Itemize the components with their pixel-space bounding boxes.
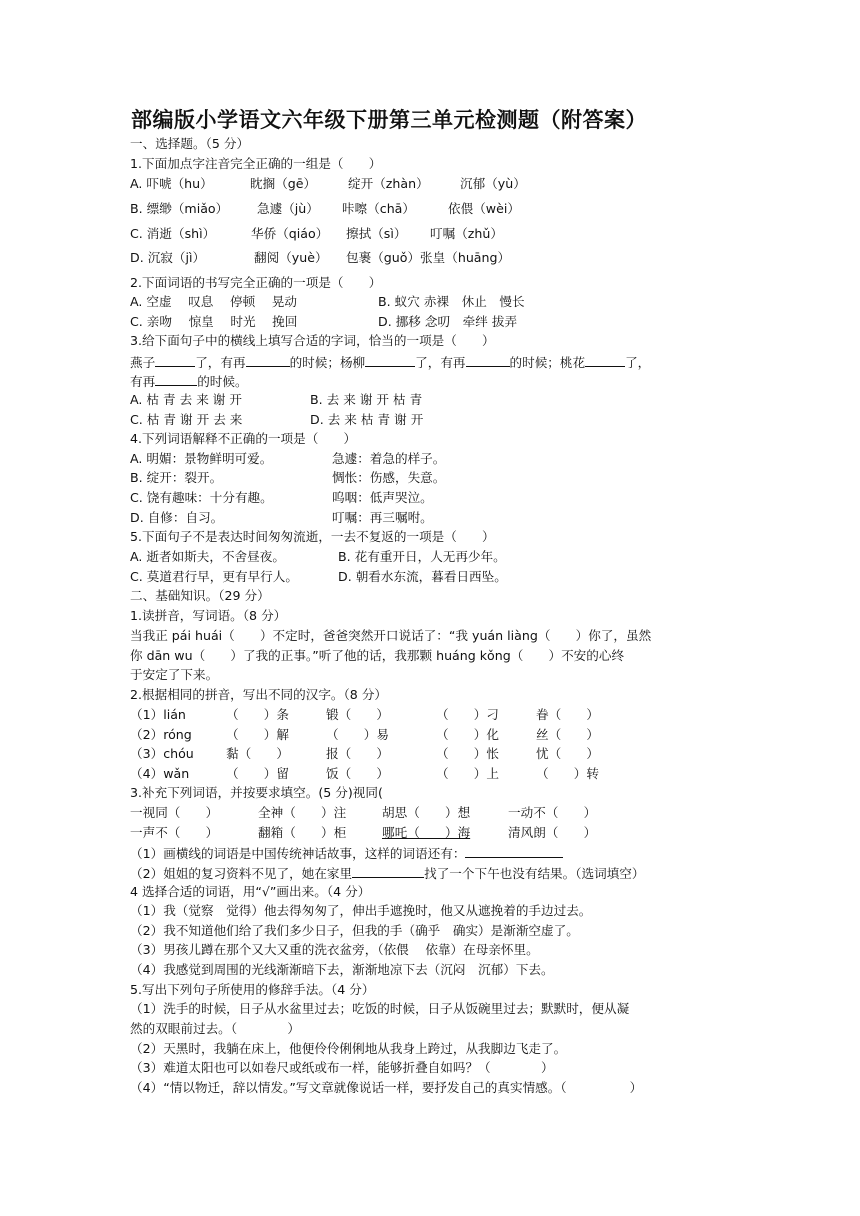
passage-line: 于安定了下来。 — [130, 667, 219, 682]
option-text: B. 绽开：裂开。 — [130, 470, 223, 485]
question-stem: 1.读拼音，写词语。（8 分） — [130, 608, 287, 623]
option-text: 绽开（zhàn） — [348, 176, 429, 191]
idiom-item[interactable]: 全神（ ）注 — [258, 805, 347, 820]
idiom-item[interactable]: 一声不（ ） — [130, 825, 219, 840]
option-text: B. 去 来 谢 开 枯 青 — [310, 392, 423, 407]
fill-item[interactable]: （ ）解 — [226, 727, 289, 742]
pinyin-label: （4）wǎn — [130, 766, 190, 781]
section-heading-1: 一、选择题。（5 分） — [130, 136, 250, 151]
fill-item[interactable]: （ ）留 — [226, 766, 289, 781]
fill-blank[interactable] — [155, 372, 197, 386]
question-stem: 5.下面句子不是表达时间匆匆流逝，一去不复返的一项是（ ） — [130, 529, 495, 544]
option-row-cd — [130, 412, 730, 428]
rhetoric-item[interactable]: （3）难道太阳也可以如卷尺或纸或布一样，能够折叠自如吗？（ ） — [130, 1060, 554, 1075]
rhetoric-item: （1）洗手的时候，日子从水盆里过去；吃饭的时候，日子从饭碗里过去；默默时，便从凝 — [130, 1001, 630, 1016]
option-row-c — [130, 490, 730, 506]
idiom-item[interactable]: 一视同（ ） — [130, 805, 219, 820]
option-text: A. 枯 青 去 来 谢 开 — [130, 392, 242, 407]
option-text: 擦拭（sì） — [346, 226, 407, 241]
fill-item[interactable]: （ ）条 — [226, 707, 289, 722]
question-stem: 2.下面词语的书写完全正确的一项是（ ） — [130, 275, 382, 290]
rhetoric-item[interactable]: 然的双眼前过去。（ ） — [130, 1021, 301, 1036]
fill-item[interactable]: （ ）上 — [436, 766, 499, 781]
option-text: B. 花有重开日，人无再少年。 — [338, 549, 506, 564]
option-text: C. 消逝（shì） — [130, 226, 216, 241]
pinyin-row — [130, 766, 730, 782]
page-title: 部编版小学语文六年级下册第三单元检测题（附答案） — [131, 108, 647, 132]
question-stem: 5.写出下列句子所使用的修辞手法。（4 分） — [130, 982, 375, 997]
option-row-a — [130, 451, 730, 467]
option-text: 依偎（wèi） — [448, 201, 520, 216]
fill-item[interactable]: （ ）刁 — [436, 707, 499, 722]
option-row-a — [130, 176, 730, 192]
option-text: A. 空虚 叹息 停顿 晃动 — [130, 294, 297, 309]
option-text: B. 蚁穴 赤裸 休止 慢长 — [378, 294, 525, 309]
pinyin-label: （2）róng — [130, 727, 192, 742]
option-text: 华侨（qiáo） — [251, 226, 329, 241]
option-text: A. 吓唬（hu） — [130, 176, 213, 191]
option-row-cd — [130, 569, 730, 585]
fill-blank[interactable] — [465, 844, 563, 858]
fill-blank[interactable] — [246, 353, 290, 367]
option-text: 叮嘱：再三嘱咐。 — [332, 510, 433, 525]
passage-line: 当我正 pái huái（ ）不定时，爸爸突然开口说话了：“我 yuán liàng（ ）你了，虽然 — [130, 628, 652, 643]
option-row-cd — [130, 314, 730, 330]
fill-item[interactable]: 眷（ ） — [536, 707, 599, 722]
option-text: C. 枯 青 谢 开 去 来 — [130, 412, 243, 427]
option-text: 急遽（jù） — [257, 201, 319, 216]
rhetoric-item[interactable]: （4）“情以物迁，辞以情发。”写文章就像说话一样，要抒发自己的真实情感。（ ） — [130, 1080, 643, 1095]
question-stem: 2.根据相同的拼音，写出不同的汉字。（8 分） — [130, 687, 388, 702]
option-row-d — [130, 510, 730, 526]
fill-blank[interactable] — [352, 864, 424, 878]
option-text: D. 朝看水东流，暮看日西坠。 — [338, 569, 507, 584]
option-text: C. 饶有趣味：十分有趣。 — [130, 490, 273, 505]
option-text: A. 明媚：景物鲜明可爱。 — [130, 451, 273, 466]
fill-item[interactable]: 饭（ ） — [326, 766, 389, 781]
fill-sentence: 有再 的时候。 — [130, 374, 248, 389]
option-text: 眈搁（gē） — [250, 176, 317, 191]
option-row-ab — [130, 549, 730, 565]
choice-sentence[interactable]: （4）我感觉到周围的光线渐渐暗下去，渐渐地凉下去（沉闷 沉郁）下去。 — [130, 962, 554, 977]
option-text: 翻阅（yuè） — [254, 250, 328, 265]
option-text: 包裹（guǒ）张皇（huāng） — [346, 250, 511, 265]
section-heading-2: 二、基础知识。（29 分） — [130, 588, 270, 603]
option-text: D. 自修：自习。 — [130, 510, 224, 525]
fill-item[interactable]: （ ）易 — [326, 727, 389, 742]
fill-sentence: 燕子 了，有再 的时候；杨柳 了，有再 的时候；桃花 了， — [130, 355, 651, 370]
fill-item[interactable]: 锻（ ） — [326, 707, 389, 722]
idiom-row — [130, 825, 730, 841]
question-stem: 3.补充下列词语，并按要求填空。(5 分)视同( — [130, 785, 383, 800]
idiom-item[interactable]: 清风朗（ ） — [508, 825, 597, 840]
option-text: 急遽：着急的样子。 — [332, 451, 446, 466]
question-stem: 3.给下面句子中的横线上填写合适的字词，恰当的一项是（ ） — [130, 333, 495, 348]
option-text: D. 沉寂（jì） — [130, 250, 206, 265]
choice-sentence[interactable]: （3）男孩儿蹲在那个又大又重的洗衣盆旁，（依偎 依靠）在母亲怀里。 — [130, 942, 539, 957]
option-text: B. 缥缈（miǎo） — [130, 201, 229, 216]
fill-blank[interactable] — [155, 353, 195, 367]
sub-question: （1）画横线的词语是中国传统神话故事，这样的词语还有： — [130, 844, 563, 862]
fill-item[interactable]: 黏（ ） — [226, 746, 289, 761]
fill-item[interactable]: 丝（ ） — [536, 727, 599, 742]
option-text: D. 挪移 念叨 牵绊 拔弄 — [378, 314, 518, 329]
fill-item[interactable]: （ ）转 — [536, 766, 599, 781]
choice-sentence[interactable]: （1）我（觉察 觉得）他去得匆匆了，伸出手遮挽时，他又从遮挽着的手边过去。 — [130, 903, 592, 918]
option-text: D. 去 来 枯 青 谢 开 — [310, 412, 424, 427]
passage-line: 你 dān wu（ ）了我的正事。”听了他的话，我那颗 huáng kǒng（ ）不安的心终 — [130, 648, 625, 663]
rhetoric-item: （2）天黑时，我躺在床上，他便伶伶俐俐地从我身上跨过，从我脚边飞走了。 — [130, 1041, 567, 1056]
option-row-b — [130, 201, 730, 217]
sub-question: （2）姐姐的复习资料不见了，她在家里 找了一个下午也没有结果。（选词填空） — [130, 866, 645, 881]
choice-sentence[interactable]: （2）我不知道他们给了我们多少日子，但我的手（确乎 确实）是渐渐空虚了。 — [130, 923, 579, 938]
option-text: 呜咽：低声哭泣。 — [332, 490, 433, 505]
pinyin-label: （3）chóu — [130, 746, 194, 761]
option-row-ab — [130, 294, 730, 310]
fill-item[interactable]: 报（ ） — [326, 746, 389, 761]
option-row-ab — [130, 392, 730, 408]
option-text: 叮嘱（zhǔ） — [430, 226, 503, 241]
fill-blank[interactable] — [585, 353, 625, 367]
idiom-item[interactable]: 一动不（ ） — [508, 805, 597, 820]
fill-item[interactable]: （ ）化 — [436, 727, 499, 742]
idiom-item-underlined[interactable]: 哪吒（ ）海 — [382, 825, 471, 840]
option-row-b — [130, 470, 730, 486]
option-text: C. 莫道君行早，更有早行人。 — [130, 569, 298, 584]
fill-blank[interactable] — [365, 353, 415, 367]
fill-item[interactable]: （ ）怅 — [436, 746, 499, 761]
option-text: 咔嚓（chā） — [342, 201, 415, 216]
fill-item[interactable]: 忧（ ） — [536, 746, 599, 761]
pinyin-row — [130, 746, 730, 762]
question-stem: 1.下面加点字注音完全正确的一组是（ ） — [130, 156, 382, 171]
pinyin-row — [130, 707, 730, 723]
idiom-row — [130, 805, 730, 821]
option-text: C. 亲吻 惊皇 时光 挽回 — [130, 314, 298, 329]
question-stem: 4 选择合适的词语，用“√”画出来。（4 分） — [130, 884, 371, 899]
option-text: A. 逝者如斯夫，不舍昼夜。 — [130, 549, 285, 564]
idiom-item[interactable]: 胡思（ ）想 — [382, 805, 471, 820]
pinyin-label: （1）lián — [130, 707, 186, 722]
option-row-c — [130, 226, 730, 242]
option-text: 沉郁（yù） — [460, 176, 526, 191]
question-stem: 4.下列词语解释不正确的一项是（ ） — [130, 431, 357, 446]
fill-blank[interactable] — [466, 353, 510, 367]
pinyin-row — [130, 727, 730, 743]
option-text: 惆怅：伤感，失意。 — [332, 470, 446, 485]
option-row-d — [130, 250, 730, 266]
idiom-item[interactable]: 翻箱（ ）柜 — [258, 825, 347, 840]
